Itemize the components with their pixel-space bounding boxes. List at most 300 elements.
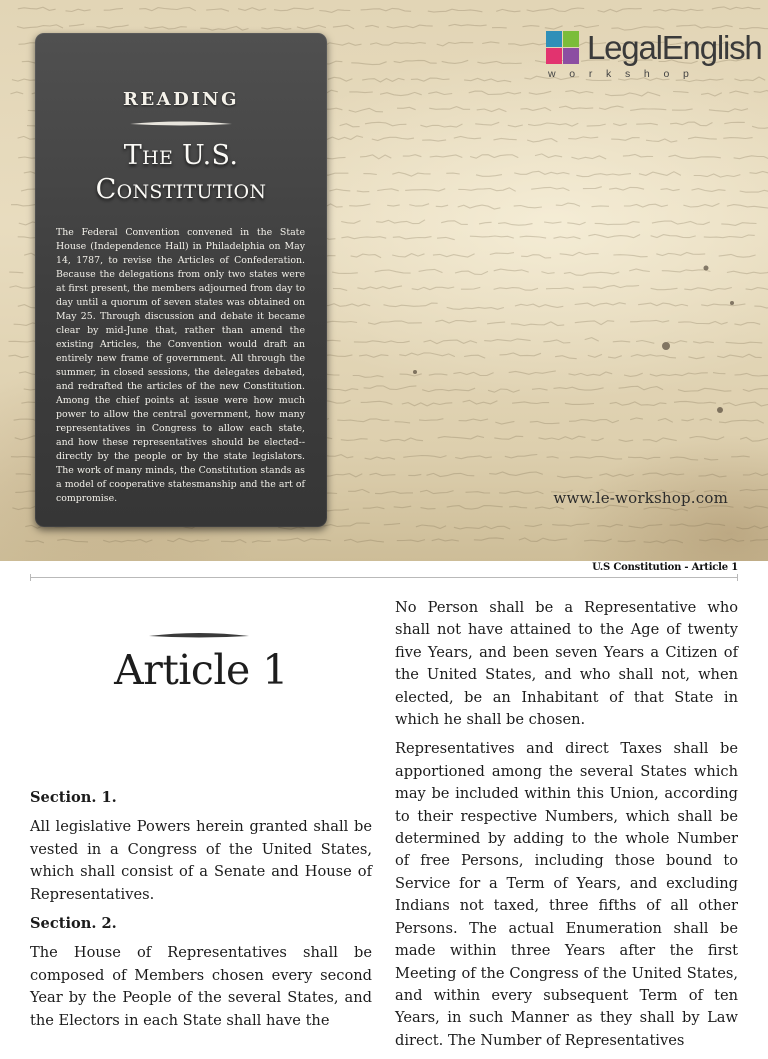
handwriting-stroke bbox=[571, 156, 606, 159]
handwriting-stroke bbox=[278, 527, 304, 529]
handwriting-stroke bbox=[9, 355, 29, 357]
handwriting-stroke bbox=[349, 92, 373, 93]
handwriting-stroke bbox=[699, 539, 744, 541]
handwriting-stroke bbox=[428, 92, 452, 95]
handwriting-stroke bbox=[470, 236, 514, 238]
handwriting-stroke bbox=[479, 222, 492, 224]
ink-blot bbox=[662, 342, 670, 350]
logo-tagline: workshop bbox=[548, 68, 748, 80]
handwriting-stroke bbox=[437, 237, 455, 239]
handwriting-stroke bbox=[719, 254, 756, 257]
handwriting-stroke bbox=[200, 27, 248, 31]
handwriting-stroke bbox=[464, 355, 485, 358]
handwriting-stroke bbox=[609, 187, 644, 190]
handwriting-stroke bbox=[494, 269, 529, 272]
handwriting-stroke bbox=[319, 10, 350, 13]
handwriting-stroke bbox=[458, 188, 515, 192]
handwriting-stroke bbox=[719, 420, 764, 423]
handwriting-stroke bbox=[567, 222, 585, 225]
handwriting-stroke bbox=[597, 525, 623, 527]
handwriting-stroke bbox=[595, 222, 640, 225]
handwriting-stroke bbox=[461, 287, 480, 289]
handwriting-stroke bbox=[690, 437, 725, 440]
handwriting-stroke bbox=[436, 205, 448, 207]
handwriting-stroke bbox=[363, 174, 376, 175]
handwriting-stroke bbox=[565, 91, 593, 93]
handwriting-stroke bbox=[420, 490, 454, 493]
handwriting-stroke bbox=[482, 42, 499, 44]
reading-panel bbox=[35, 33, 327, 527]
handwriting-stroke bbox=[624, 373, 643, 376]
handwriting-stroke bbox=[375, 270, 411, 273]
handwriting-stroke bbox=[435, 320, 476, 323]
handwriting-stroke bbox=[694, 174, 741, 177]
handwriting-stroke bbox=[488, 389, 520, 392]
handwriting-stroke bbox=[630, 418, 643, 420]
handwriting-stroke bbox=[365, 122, 406, 126]
handwriting-stroke bbox=[376, 220, 425, 224]
handwriting-stroke bbox=[605, 92, 660, 96]
handwriting-stroke bbox=[688, 357, 704, 359]
handwriting-stroke bbox=[576, 174, 631, 177]
handwriting-stroke bbox=[372, 137, 414, 140]
logo-squares-icon bbox=[546, 31, 579, 64]
handwriting-stroke bbox=[361, 8, 412, 11]
handwriting-stroke bbox=[400, 374, 422, 376]
handwriting-stroke bbox=[588, 234, 640, 237]
handwriting-stroke bbox=[712, 7, 760, 9]
handwriting-stroke bbox=[554, 237, 581, 239]
handwriting-stroke bbox=[547, 457, 559, 458]
panel-title-line-1: The U.S. bbox=[35, 139, 327, 173]
handwriting-stroke bbox=[252, 541, 271, 543]
handwriting-stroke bbox=[466, 492, 491, 493]
handwriting-stroke bbox=[16, 474, 31, 475]
handwriting-stroke bbox=[668, 341, 688, 343]
handwriting-stroke bbox=[662, 270, 711, 272]
handwriting-stroke bbox=[669, 155, 721, 158]
handwriting-stroke bbox=[348, 489, 369, 492]
handwriting-stroke bbox=[727, 205, 768, 208]
handwriting-stroke bbox=[484, 339, 530, 341]
handwriting-stroke bbox=[519, 538, 567, 541]
handwriting-stroke bbox=[329, 189, 350, 191]
section-heading: Section. 2. bbox=[30, 913, 372, 935]
handwriting-stroke bbox=[643, 473, 685, 475]
handwriting-stroke bbox=[750, 539, 768, 543]
handwriting-stroke bbox=[683, 203, 719, 207]
handwriting-stroke bbox=[743, 388, 768, 391]
handwriting-stroke bbox=[362, 78, 404, 82]
handwriting-stroke bbox=[412, 287, 455, 290]
handwriting-stroke bbox=[206, 9, 229, 11]
handwriting-stroke bbox=[618, 541, 636, 542]
handwriting-stroke bbox=[469, 91, 521, 94]
handwriting-stroke bbox=[446, 173, 459, 174]
handwriting-stroke bbox=[628, 457, 660, 459]
handwriting-stroke bbox=[608, 356, 622, 358]
handwriting-stroke bbox=[527, 8, 585, 12]
handwriting-stroke bbox=[427, 473, 475, 476]
handwriting-stroke bbox=[624, 204, 668, 207]
ink-blot bbox=[730, 301, 734, 305]
handwriting-stroke bbox=[631, 355, 676, 358]
handwriting-stroke bbox=[514, 171, 569, 174]
handwriting-stroke bbox=[261, 28, 291, 30]
handwriting-stroke bbox=[630, 109, 666, 111]
handwriting-stroke bbox=[543, 340, 570, 343]
handwriting-stroke bbox=[629, 269, 650, 272]
body-paragraph: Representatives and direct Taxes shall be apportioned among the several States which may be included within this Union, according to their respective Numbers, which shall be determined by adding to the whole Number of free Persons, including those bound to Service for a Term of Years, and excluding Indians not taxed, three fifths of all other Persons. The actual Enumeration shall be made within three Years after the first Meeting of the Congress of the United States, and within every subsequent Term of ten Years, in such Manner as they shall by Law direct. The Number of Representatives bbox=[395, 738, 738, 1052]
handwriting-stroke bbox=[731, 456, 750, 457]
handwriting-stroke bbox=[727, 271, 768, 274]
handwriting-stroke bbox=[392, 254, 424, 257]
handwriting-stroke bbox=[639, 172, 681, 176]
handwriting-stroke bbox=[704, 458, 718, 460]
handwriting-stroke bbox=[752, 126, 768, 128]
handwriting-stroke bbox=[9, 272, 23, 273]
handwriting-stroke bbox=[681, 419, 694, 421]
handwriting-stroke bbox=[734, 323, 760, 326]
handwriting-stroke bbox=[529, 91, 551, 94]
handwriting-stroke bbox=[394, 60, 437, 63]
handwriting-stroke bbox=[688, 137, 717, 139]
handwriting-stroke bbox=[458, 205, 501, 209]
handwriting-stroke bbox=[629, 524, 663, 528]
handwriting-stroke bbox=[650, 373, 708, 376]
handwriting-stroke bbox=[421, 508, 436, 509]
handwriting-stroke bbox=[377, 189, 398, 191]
handwriting-stroke bbox=[740, 189, 768, 192]
handwriting-stroke bbox=[403, 456, 446, 458]
handwriting-stroke bbox=[411, 78, 450, 81]
handwriting-stroke bbox=[545, 26, 563, 29]
handwriting-stroke bbox=[734, 156, 768, 160]
handwriting-stroke bbox=[364, 386, 417, 390]
handwriting-stroke bbox=[419, 419, 443, 421]
handwriting-stroke bbox=[613, 341, 630, 342]
handwriting-stroke bbox=[11, 92, 24, 94]
handwriting-stroke bbox=[402, 403, 453, 406]
handwriting-stroke bbox=[380, 438, 423, 441]
handwriting-stroke bbox=[370, 473, 396, 475]
handwriting-stroke bbox=[512, 402, 549, 404]
handwriting-stroke bbox=[709, 109, 748, 112]
handwriting-stroke bbox=[514, 206, 542, 208]
handwriting-stroke bbox=[509, 371, 556, 374]
handwriting-stroke bbox=[447, 506, 503, 510]
body-paragraph: No Person shall be a Representative who shall not have attained to the Age of twenty five Years, and been seven Years a Citizen of the United States, and who shall not, when elected, be an Inhabitant of that State in which he shall be chosen. bbox=[395, 597, 738, 731]
handwriting-stroke bbox=[474, 538, 504, 540]
handwriting-stroke bbox=[560, 252, 599, 255]
handwriting-stroke bbox=[494, 138, 517, 140]
handwriting-stroke bbox=[500, 353, 542, 356]
handwriting-stroke bbox=[341, 237, 386, 239]
handwriting-stroke bbox=[736, 525, 768, 529]
handwriting-stroke bbox=[464, 78, 511, 82]
handwriting-stroke bbox=[470, 155, 518, 159]
handwriting-stroke bbox=[552, 524, 589, 527]
handwriting-stroke bbox=[447, 307, 504, 309]
handwriting-stroke bbox=[297, 26, 326, 29]
handwriting-stroke bbox=[394, 506, 412, 508]
handwriting-stroke bbox=[598, 9, 642, 12]
handwriting-stroke bbox=[351, 62, 386, 65]
handwriting-stroke bbox=[349, 204, 370, 206]
handwriting-stroke bbox=[740, 437, 768, 441]
handwriting-stroke bbox=[433, 254, 475, 257]
handwriting-stroke bbox=[424, 340, 478, 344]
handwriting-stroke bbox=[354, 341, 410, 343]
logo-square-purple bbox=[563, 48, 579, 64]
handwriting-stroke bbox=[494, 436, 523, 439]
handwriting-stroke bbox=[340, 124, 360, 127]
handwriting-stroke bbox=[541, 272, 554, 274]
handwriting-stroke bbox=[449, 24, 487, 25]
handwriting-stroke bbox=[408, 474, 421, 475]
handwriting-stroke bbox=[437, 42, 474, 46]
title-ornament-icon bbox=[148, 631, 250, 641]
handwriting-stroke bbox=[692, 189, 726, 192]
handwriting-stroke bbox=[754, 91, 768, 94]
article-title: Article 1 bbox=[30, 646, 372, 694]
handwriting-stroke bbox=[337, 419, 389, 422]
handwriting-stroke bbox=[569, 372, 613, 376]
handwriting-stroke bbox=[403, 155, 422, 157]
handwriting-stroke bbox=[66, 9, 91, 11]
handwriting-stroke bbox=[463, 400, 498, 404]
handwriting-stroke bbox=[429, 107, 470, 110]
handwriting-stroke bbox=[611, 138, 639, 141]
handwriting-stroke bbox=[438, 436, 484, 439]
handwriting-stroke bbox=[104, 8, 123, 10]
handwriting-stroke bbox=[750, 172, 768, 175]
handwriting-stroke bbox=[422, 388, 475, 391]
logo-square-blue bbox=[546, 31, 562, 47]
handwriting-stroke bbox=[726, 342, 763, 343]
right-column bbox=[395, 597, 738, 1059]
handwriting-stroke bbox=[477, 109, 507, 112]
handwriting-stroke bbox=[744, 506, 768, 508]
handwriting-stroke bbox=[575, 321, 614, 325]
handwriting-stroke bbox=[554, 387, 604, 390]
handwriting-stroke bbox=[570, 457, 622, 460]
handwriting-stroke bbox=[653, 9, 703, 11]
handwriting-stroke bbox=[490, 253, 514, 255]
handwriting-stroke bbox=[583, 286, 639, 289]
handwriting-stroke bbox=[103, 540, 152, 543]
handwriting-stroke bbox=[139, 8, 196, 11]
handwriting-stroke bbox=[459, 419, 489, 421]
ink-blot bbox=[717, 407, 723, 413]
handwriting-stroke bbox=[527, 139, 557, 142]
handwriting-stroke bbox=[370, 42, 426, 45]
handwriting-stroke bbox=[701, 304, 745, 306]
handwriting-stroke bbox=[422, 140, 446, 141]
handwriting-stroke bbox=[357, 286, 402, 289]
handwriting-stroke bbox=[684, 288, 732, 291]
handwriting-stroke bbox=[353, 376, 384, 378]
handwriting-stroke bbox=[658, 419, 673, 423]
handwriting-stroke bbox=[674, 401, 716, 403]
handwriting-stroke bbox=[365, 457, 395, 459]
handwriting-stroke bbox=[476, 175, 502, 177]
handwriting-stroke bbox=[365, 25, 379, 27]
handwriting-stroke bbox=[746, 288, 768, 290]
legal-english-logo[interactable] bbox=[546, 31, 754, 83]
handwriting-stroke bbox=[583, 187, 602, 189]
handwriting-stroke bbox=[717, 354, 762, 357]
ink-blot bbox=[413, 370, 417, 374]
handwriting-stroke bbox=[409, 204, 429, 206]
handwriting-stroke bbox=[420, 124, 462, 127]
handwriting-stroke bbox=[387, 25, 433, 28]
handwriting-stroke bbox=[360, 155, 391, 159]
handwriting-stroke bbox=[363, 507, 385, 509]
section-paragraph: All legislative Powers herein granted shall be vested in a Congress of the United States, which shall consist of a Senate and House of Representatives. bbox=[30, 816, 372, 906]
handwriting-stroke bbox=[613, 124, 627, 126]
handwriting-stroke bbox=[520, 236, 547, 238]
handwriting-stroke bbox=[442, 60, 469, 63]
handwriting-stroke bbox=[96, 25, 128, 28]
handwriting-stroke bbox=[167, 538, 209, 542]
handwriting-stroke bbox=[384, 524, 400, 525]
handwriting-stroke bbox=[592, 206, 610, 207]
handwriting-stroke bbox=[568, 137, 598, 139]
handwriting-stroke bbox=[419, 269, 443, 272]
handwriting-stroke bbox=[630, 320, 669, 322]
panel-title-line-2: Constitution bbox=[35, 173, 327, 207]
handwriting-stroke bbox=[505, 455, 538, 458]
handwriting-stroke bbox=[735, 373, 768, 376]
handwriting-stroke bbox=[274, 8, 314, 11]
handwriting-stroke bbox=[489, 472, 543, 475]
handwriting-stroke bbox=[670, 122, 712, 126]
handwriting-stroke bbox=[69, 24, 84, 26]
handwriting-stroke bbox=[704, 235, 755, 238]
handwriting-stroke bbox=[587, 124, 606, 126]
handwriting-stroke bbox=[636, 123, 658, 124]
handwriting-stroke bbox=[528, 123, 578, 126]
handwriting-stroke bbox=[341, 221, 360, 224]
handwriting-stroke bbox=[428, 9, 483, 12]
intro-paragraph: The Federal Convention convened in the State House (Independence Hall) in Philadelphia on May 14, 1787, to revise the Articles of Confederation. Because the delegations from only two states were at first present, the members adjourned from day to day until a quorum of seven states was obtained on May 25. Through discussion and debate it became clear by mid-June that, rather than amend the existing Articles, the Convention would draft an entirely new frame of government. All through the summer, in closed sessions, the delegates debated, and redrafted the articles of the new Constitution. Among the chief points at issue were how much power to allow the central government, how many representatives in Congress to allow each state, and how these representatives should be elected--directly by the people or by the state legislators. The work of many minds, the Constitution stands as a model of cooperative statesmanship and the art of compromise. bbox=[56, 226, 305, 506]
handwriting-stroke bbox=[619, 386, 664, 390]
handwriting-stroke bbox=[699, 474, 727, 477]
handwriting-stroke bbox=[453, 372, 493, 375]
handwriting-stroke bbox=[754, 305, 768, 308]
handwriting-stroke bbox=[530, 421, 560, 423]
handwriting-stroke bbox=[344, 539, 384, 542]
handwriting-stroke bbox=[638, 303, 688, 306]
handwriting-stroke bbox=[678, 322, 727, 325]
logo-square-pink bbox=[546, 48, 562, 64]
divider-ornament-icon bbox=[128, 120, 234, 128]
handwriting-stroke bbox=[357, 191, 370, 192]
handwriting-stroke bbox=[525, 524, 543, 526]
ink-blot bbox=[704, 266, 709, 271]
handwriting-stroke bbox=[651, 288, 678, 289]
website-link[interactable]: www.le-workshop.com bbox=[553, 489, 728, 507]
handwriting-stroke bbox=[397, 540, 425, 542]
handwriting-stroke bbox=[661, 189, 680, 191]
handwriting-stroke bbox=[221, 540, 246, 543]
handwriting-stroke bbox=[651, 235, 696, 238]
handwriting-stroke bbox=[359, 355, 388, 358]
handwriting-stroke bbox=[743, 473, 768, 476]
handwriting-stroke bbox=[511, 322, 564, 326]
handwriting-stroke bbox=[670, 457, 698, 460]
handwriting-stroke bbox=[495, 421, 514, 424]
handwriting-stroke bbox=[375, 492, 413, 494]
panel-title bbox=[35, 139, 327, 207]
handwriting-stroke bbox=[496, 9, 520, 11]
reading-label: READING bbox=[35, 89, 327, 110]
handwriting-stroke bbox=[599, 474, 633, 477]
handwriting-stroke bbox=[569, 420, 619, 423]
handwriting-stroke bbox=[494, 288, 538, 291]
handwriting-stroke bbox=[392, 172, 430, 176]
handwriting-stroke bbox=[713, 373, 725, 374]
handwriting-stroke bbox=[487, 322, 505, 324]
handwriting-stroke bbox=[328, 77, 353, 81]
handwriting-stroke bbox=[57, 539, 88, 542]
handwriting-stroke bbox=[701, 93, 722, 96]
handwriting-stroke bbox=[591, 438, 603, 440]
handwriting-stroke bbox=[531, 187, 569, 190]
handwriting-stroke bbox=[429, 374, 448, 375]
handwriting-stroke bbox=[432, 539, 459, 541]
handwriting-stroke bbox=[588, 354, 602, 357]
handwriting-stroke bbox=[477, 61, 521, 63]
handwriting-stroke bbox=[455, 271, 488, 274]
handwriting-stroke bbox=[523, 26, 540, 27]
handwriting-stroke bbox=[395, 422, 411, 423]
handwriting-stroke bbox=[564, 272, 619, 275]
handwriting-stroke bbox=[332, 272, 358, 273]
logo-square-green bbox=[563, 31, 579, 47]
handwriting-stroke bbox=[643, 438, 677, 442]
handwriting-stroke bbox=[361, 401, 393, 404]
handwriting-stroke bbox=[644, 540, 683, 543]
handwriting-stroke bbox=[673, 92, 688, 93]
handwriting-stroke bbox=[676, 25, 732, 28]
header-rule bbox=[30, 577, 738, 578]
handwriting-stroke bbox=[498, 223, 532, 226]
handwriting-stroke bbox=[515, 304, 563, 307]
handwriting-stroke bbox=[584, 539, 612, 541]
handwriting-stroke bbox=[555, 356, 577, 359]
handwriting-stroke bbox=[544, 222, 561, 223]
handwriting-stroke bbox=[368, 321, 422, 324]
handwriting-stroke bbox=[18, 7, 56, 10]
handwriting-stroke bbox=[521, 255, 551, 258]
section-paragraph: The House of Representatives shall be composed of Members chosen every second Year by the People of the several States, and the Electors in each State shall have the bbox=[30, 942, 372, 1032]
handwriting-stroke bbox=[416, 525, 446, 529]
handwriting-stroke bbox=[430, 155, 463, 158]
handwriting-stroke bbox=[454, 137, 481, 139]
handwriting-stroke bbox=[25, 541, 44, 543]
handwriting-stroke bbox=[721, 223, 756, 226]
handwriting-stroke bbox=[532, 389, 548, 391]
handwriting-stroke bbox=[575, 303, 626, 306]
handwriting-stroke bbox=[333, 289, 347, 291]
handwriting-stroke bbox=[565, 403, 594, 404]
handwriting-stroke bbox=[729, 91, 748, 94]
handwriting-stroke bbox=[619, 440, 634, 442]
handwriting-stroke bbox=[380, 92, 422, 95]
handwriting-stroke bbox=[670, 523, 725, 526]
